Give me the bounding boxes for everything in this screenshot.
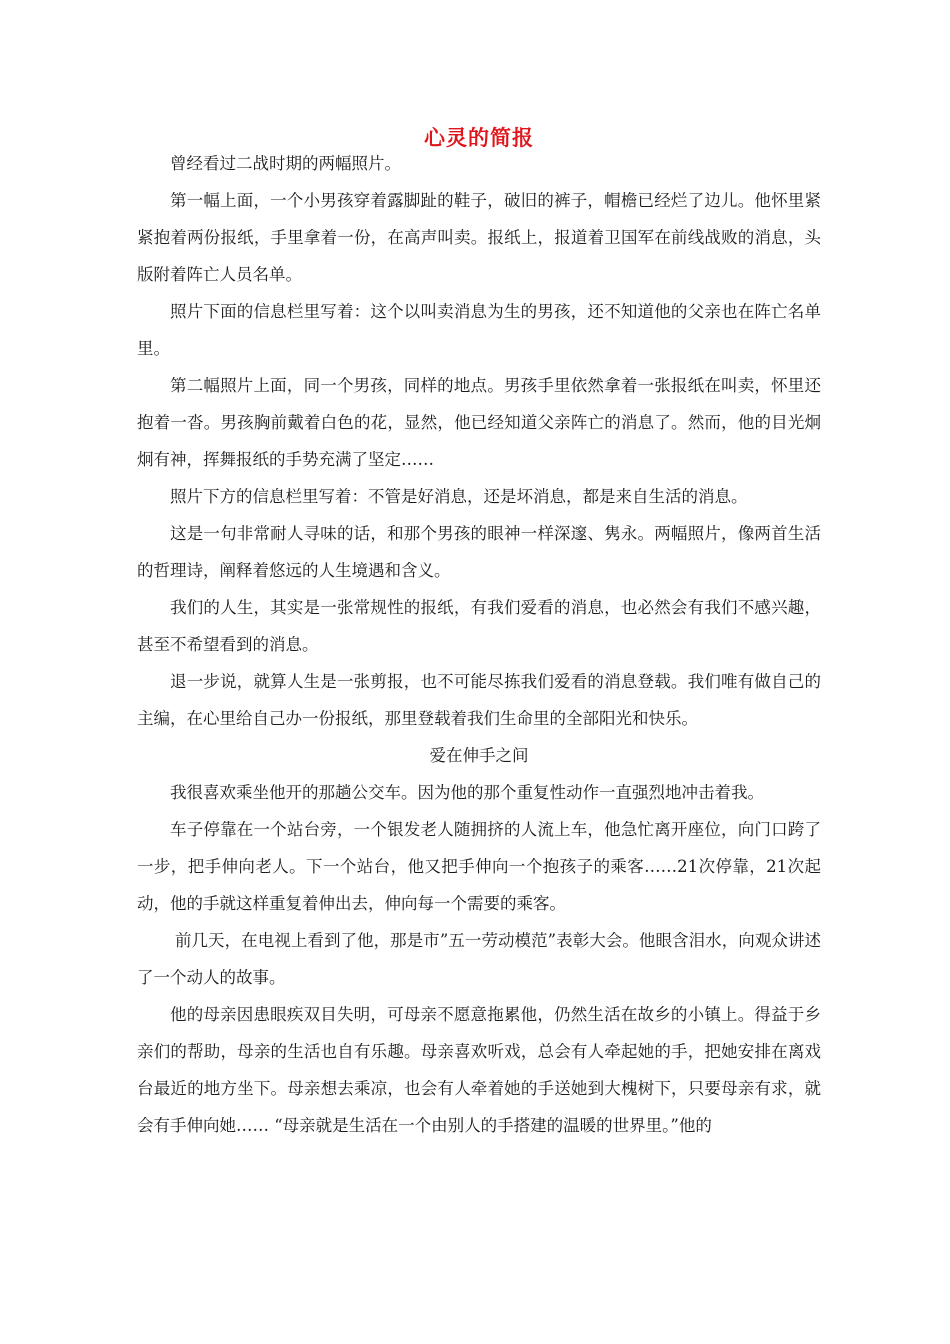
paragraph-2: 第一幅上面，一个小男孩穿着露脚趾的鞋子，破旧的裤子，帽檐已经烂了边儿。他怀里紧紧抱着两份报纸，手里拿着一份，在高声叫卖。报纸上，报道着卫国军在前线战败的消息，头版附着阵亡人员名单。 bbox=[137, 191, 821, 284]
section-subtitle: 爱在伸手之间 bbox=[429, 746, 529, 765]
paragraph-11: 前几天，在电视上看到了他，那是市”五一劳动模范”表彰大会。他眼含泪水，向观众讲述了一个动人的故事。 bbox=[137, 931, 821, 987]
paragraph-1: 曾经看过二战时期的两幅照片。 bbox=[170, 154, 401, 173]
paragraph-5: 照片下方的信息栏里写着：不管是好消息，还是坏消息，都是来自生活的消息。 bbox=[170, 487, 748, 506]
paragraph-6: 这是一句非常耐人寻味的话，和那个男孩的眼神一样深邃、隽永。两幅照片，像两首生活的哲理诗，阐释着悠远的人生境遇和含义。 bbox=[137, 524, 821, 580]
paragraph-8: 退一步说，就算人生是一张剪报，也不可能尽拣我们爱看的消息登载。我们唯有做自己的主编，在心里给自己办一份报纸，那里登载着我们生命里的全部阳光和快乐。 bbox=[137, 672, 821, 728]
document-content bbox=[137, 124, 821, 1144]
paragraph-4: 第二幅照片上面，同一个男孩，同样的地点。男孩手里依然拿着一张报纸在叫卖，怀里还抱着一沓。男孩胸前戴着白色的花，显然，他已经知道父亲阵亡的消息了。然而，他的目光炯炯有神，挥舞报纸的手势充满了坚定…… bbox=[137, 376, 821, 469]
paragraph-7: 我们的人生，其实是一张常规性的报纸，有我们爱看的消息，也必然会有我们不感兴趣，甚至不希望看到的消息。 bbox=[137, 598, 821, 654]
paragraph-10: 车子停靠在一个站台旁，一个银发老人随拥挤的人流上车，他急忙离开座位，向门口跨了一步，把手伸向老人。下一个站台，他又把手伸向一个抱孩子的乘客……21次停靠，21次起动，他的手就这样重复着伸出去，伸向每一个需要的乘客。 bbox=[137, 820, 821, 913]
paragraph-3: 照片下面的信息栏里写着：这个以叫卖消息为生的男孩，还不知道他的父亲也在阵亡名单里。 bbox=[137, 302, 821, 358]
paragraph-9: 我很喜欢乘坐他开的那趟公交车。因为他的那个重复性动作一直强烈地冲击着我。 bbox=[170, 783, 764, 802]
paragraph-12: 他的母亲因患眼疾双目失明，可母亲不愿意拖累他，仍然生活在故乡的小镇上。得益于乡亲们的帮助，母亲的生活也自有乐趣。母亲喜欢听戏，总会有人牵起她的手，把她安排在离戏台最近的地方坐下。母亲想去乘凉，也会有人牵着她的手送她到大槐树下，只要母亲有求，就会有手伸向她…… “母亲就是生活在一个由别人的手搭建的温暖的世界里。”他的 bbox=[137, 1005, 821, 1135]
document-title: 心灵的简报 bbox=[424, 125, 534, 150]
